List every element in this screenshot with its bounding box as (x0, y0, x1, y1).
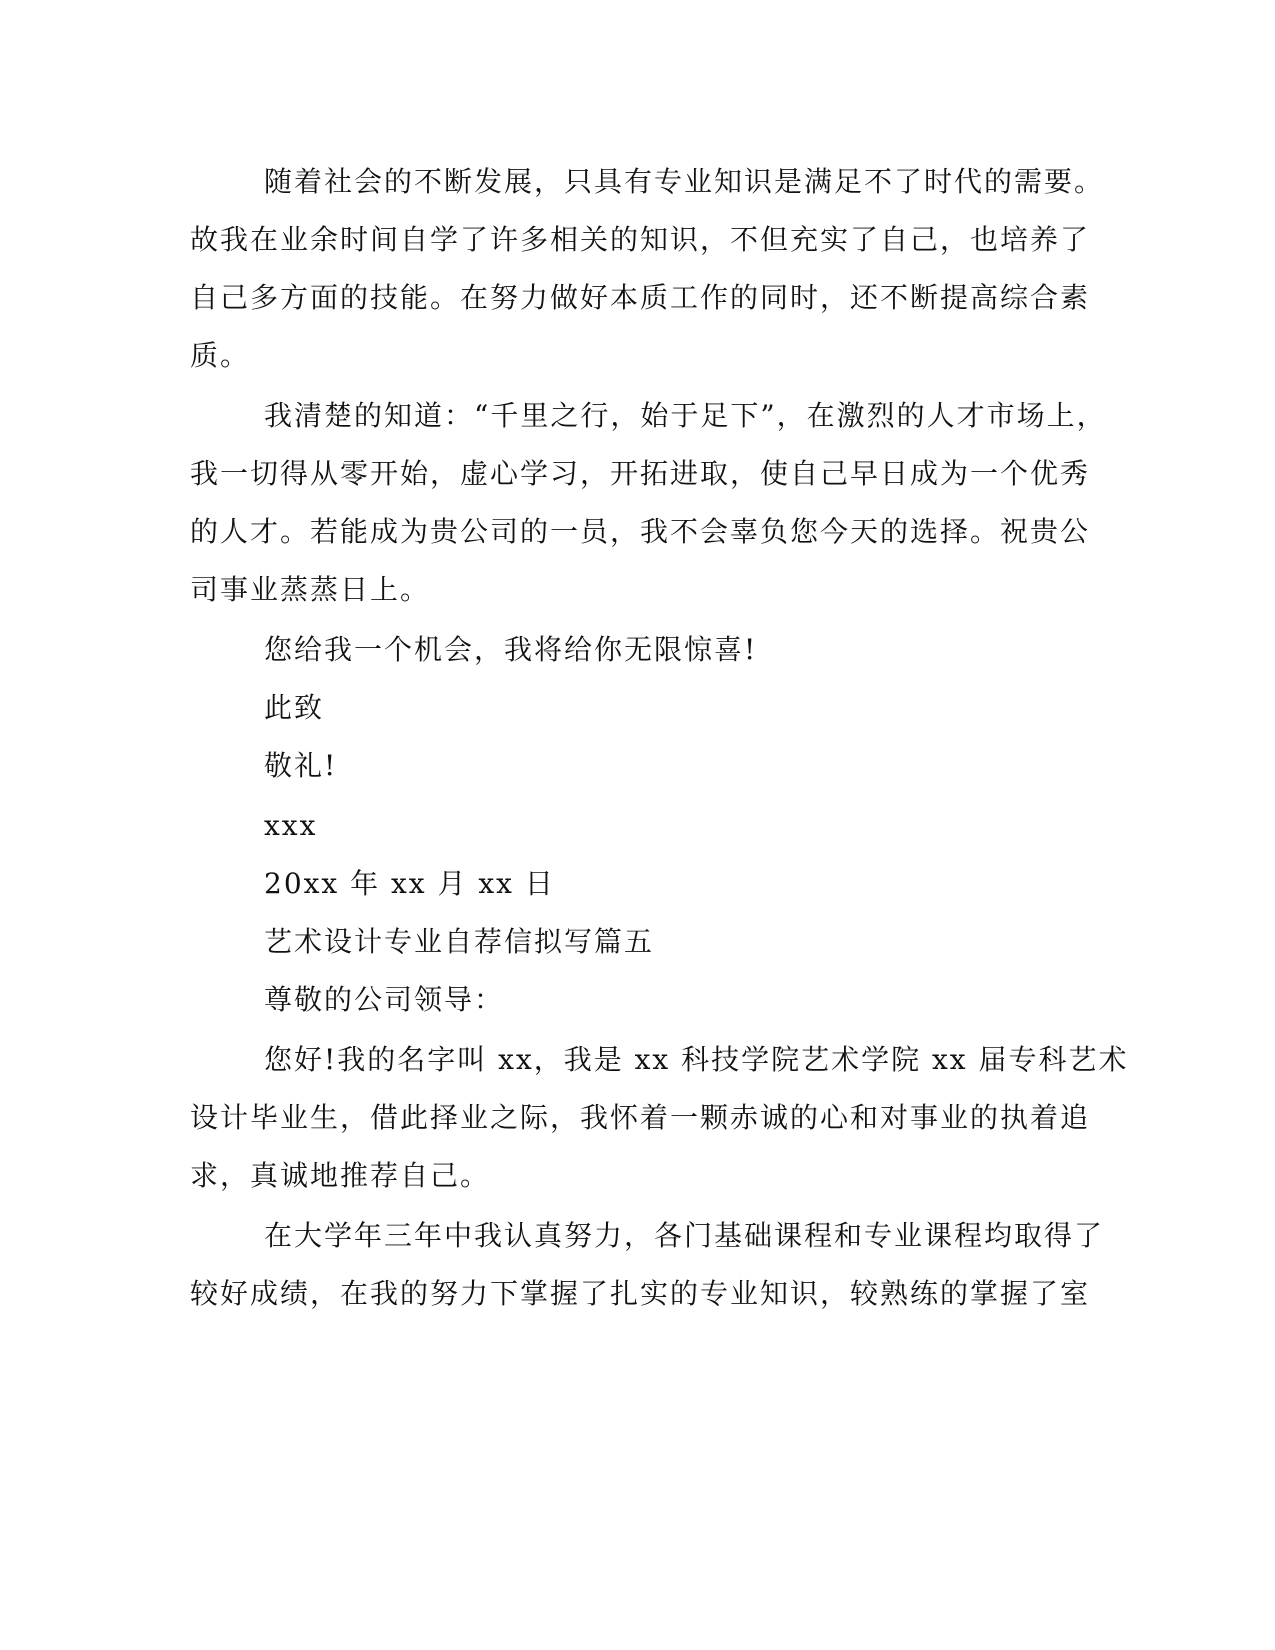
salutation-line: 此致 (264, 691, 325, 724)
paragraph-line: 较好成绩，在我的努力下掌握了扎实的专业知识，较熟练的掌握了室 (190, 1277, 1091, 1310)
paragraph-line: 的人才。若能成为贵公司的一员，我不会辜负您今天的选择。祝贵公 (190, 515, 1091, 548)
greeting-line: 尊敬的公司领导： (264, 983, 505, 1016)
section-title: 艺术设计专业自荐信拟写篇五 (264, 925, 655, 958)
signature-date: 20xx 年 xx 月 xx 日 (264, 867, 555, 900)
paragraph-line: 司事业蒸蒸日上。 (190, 573, 431, 606)
paragraph-line: 随着社会的不断发展，只具有专业知识是满足不了时代的需要。 (264, 165, 1105, 198)
paragraph-line: 我一切得从零开始，虚心学习，开拓进取，使自己早日成为一个优秀 (190, 457, 1091, 490)
paragraph-line: 我清楚的知道：“千里之行，始于足下”，在激烈的人才市场上， (264, 399, 1107, 432)
paragraph-line: 自己多方面的技能。在努力做好本质工作的同时，还不断提高综合素 (190, 281, 1091, 314)
salutation-line: 敬礼! (264, 749, 338, 782)
paragraph-line: 故我在业余时间自学了许多相关的知识，不但充实了自己，也培养了 (190, 223, 1091, 256)
paragraph-line: 在大学年三年中我认真努力，各门基础课程和专业课程均取得了 (264, 1219, 1105, 1252)
paragraph-line: 质。 (190, 339, 251, 372)
paragraph-line: 求，真诚地推荐自己。 (190, 1159, 491, 1192)
signature-name: xxx (264, 809, 318, 842)
paragraph-line: 设计毕业生，借此择业之际，我怀着一颗赤诚的心和对事业的执着追 (190, 1101, 1091, 1134)
paragraph-line: 您好!我的名字叫 xx，我是 xx 科技学院艺术学院 xx 届专科艺术 (264, 1043, 1129, 1076)
closing-line: 您给我一个机会，我将给你无限惊喜! (264, 633, 758, 666)
